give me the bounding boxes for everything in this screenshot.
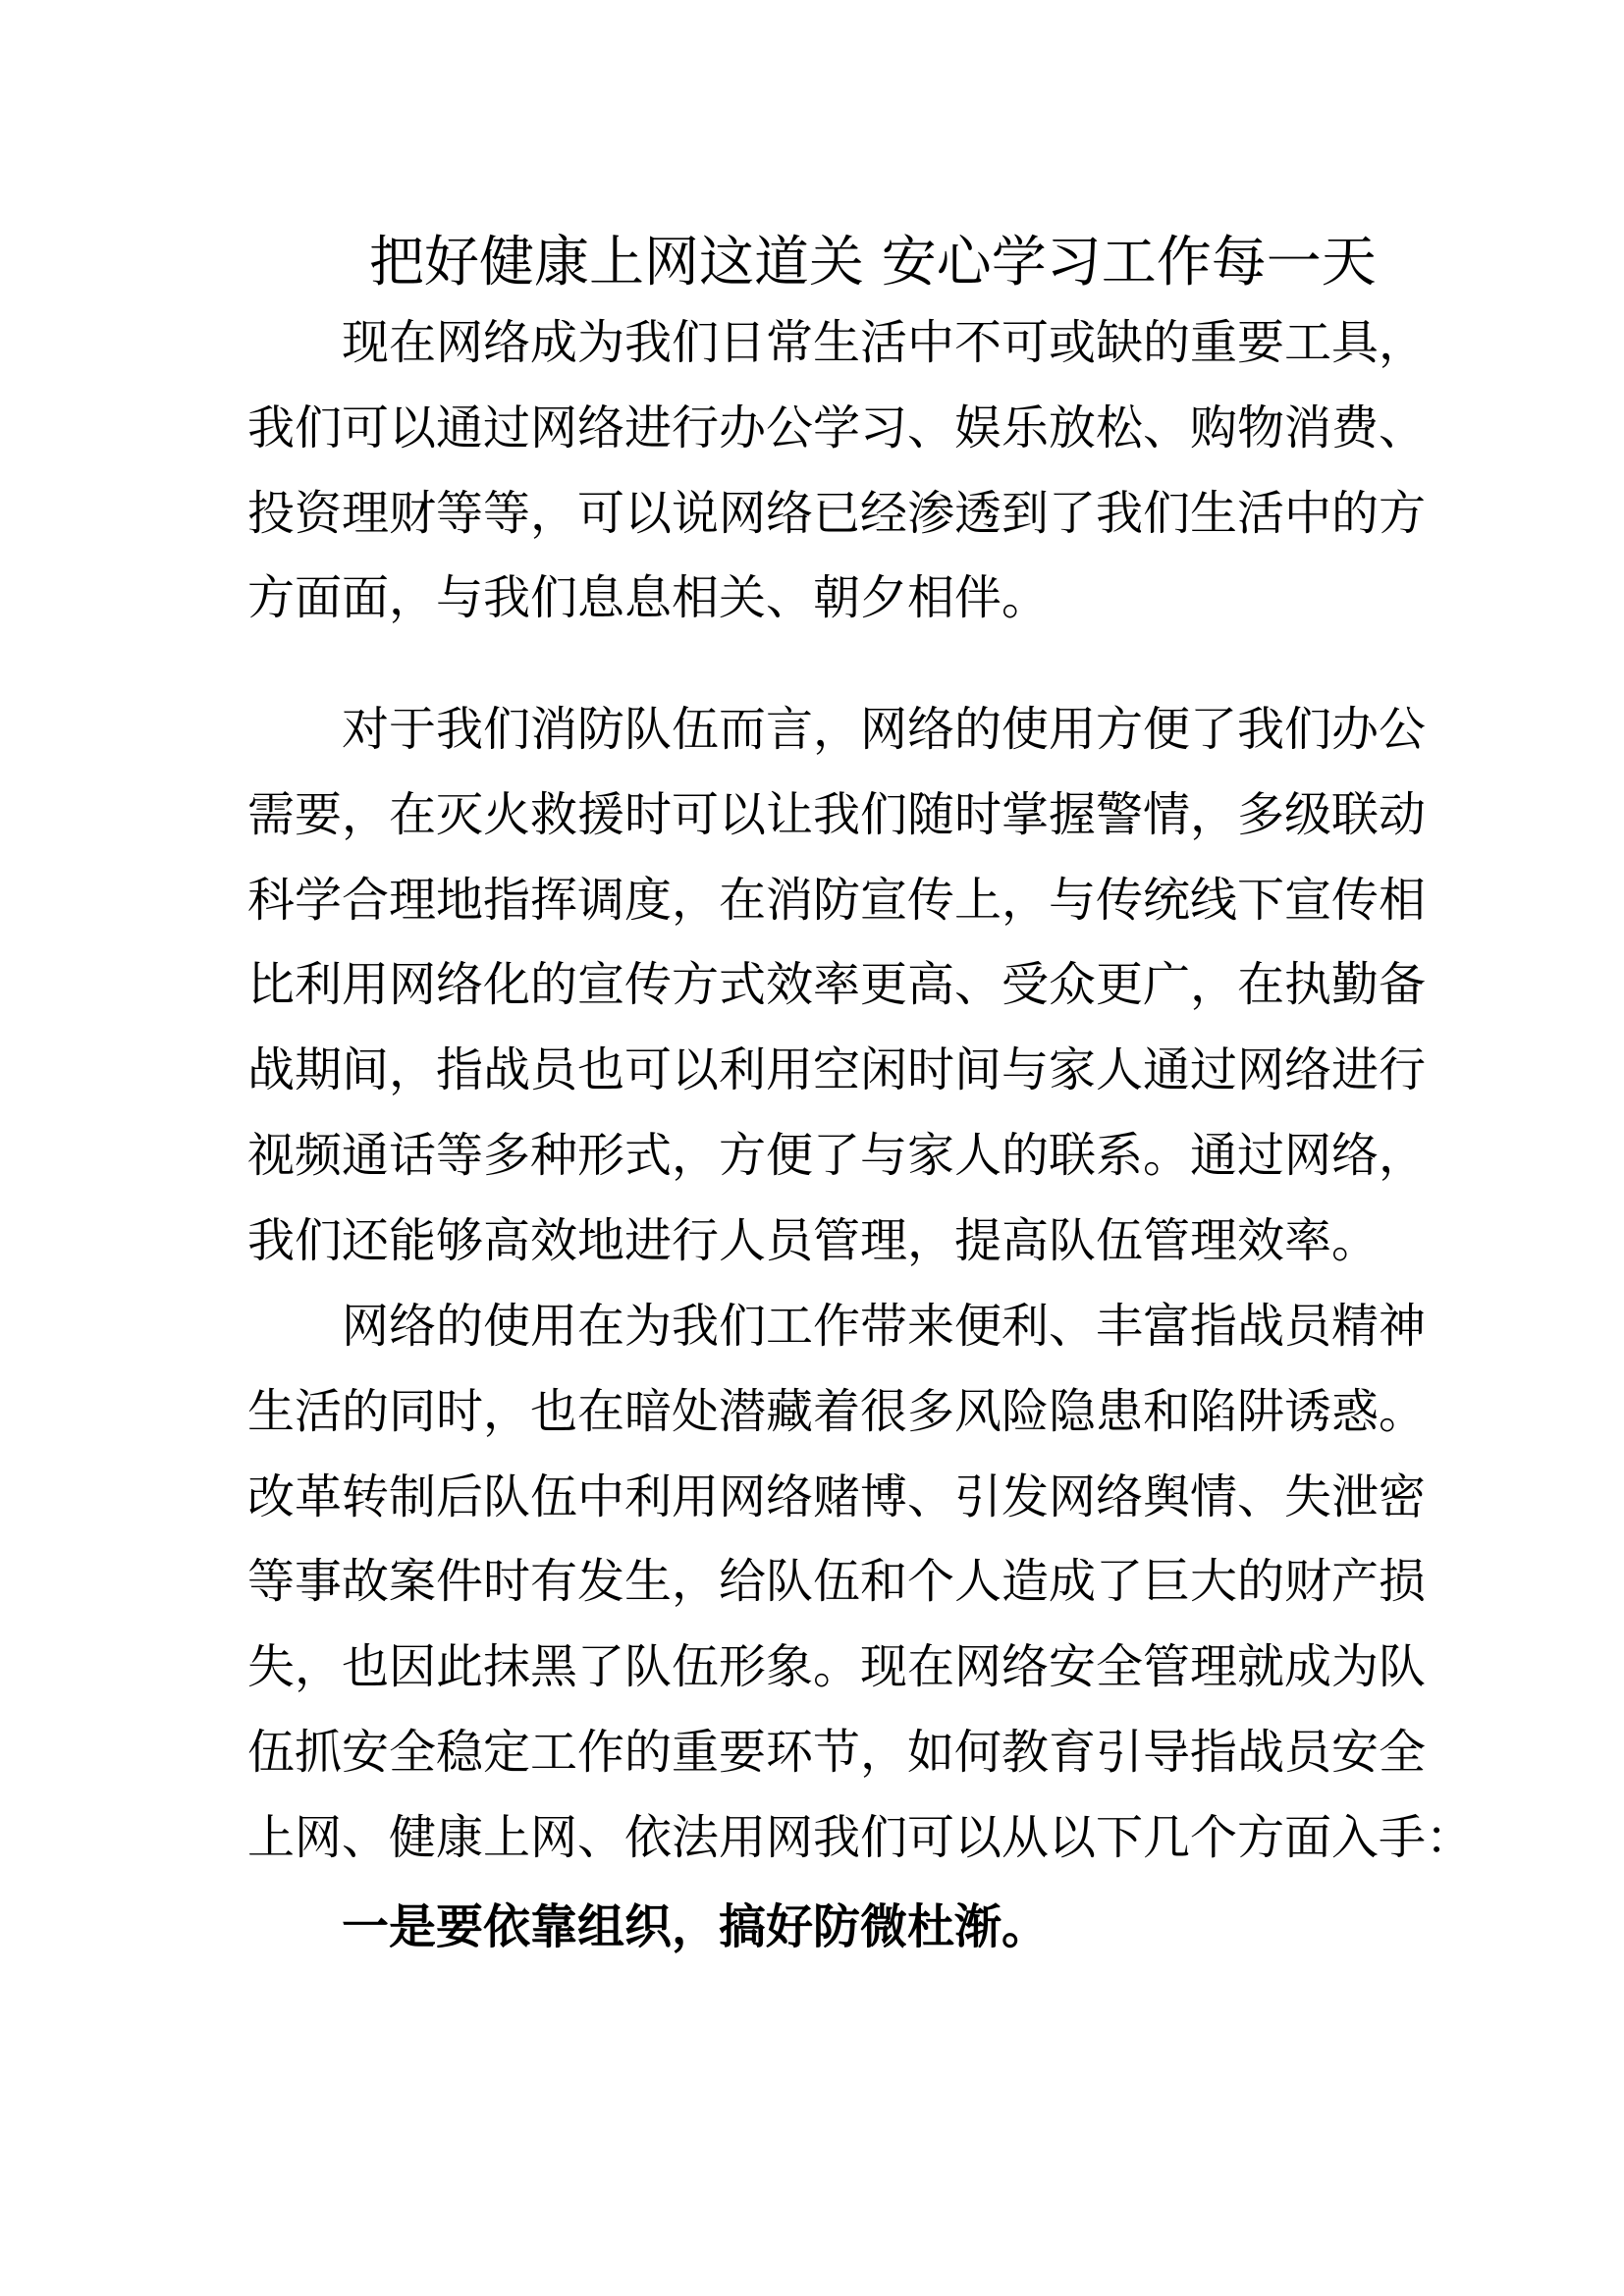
heading-line: 一是要依靠组织，搞好防微杜渐。 bbox=[342, 1899, 1050, 1954]
text-line: 科学合理地指挥调度，在消防宣传上，与传统线下宣传相 bbox=[247, 872, 1427, 928]
paragraph-2 bbox=[247, 687, 1427, 1284]
text-line: 上网、健康上网、依法用网我们可以从以下几个方面入手： bbox=[247, 1809, 1474, 1865]
paragraph-3 bbox=[247, 1284, 1474, 1881]
text-line: 我们还能够高效地进行人员管理，提高队伍管理效率。 bbox=[247, 1212, 1380, 1268]
text-line: 我们可以通过网络进行办公学习、娱乐放松、购物消费、 bbox=[247, 400, 1427, 455]
paragraph-1 bbox=[247, 300, 1427, 641]
text-line: 等事故案件时有发生，给队伍和个人造成了巨大的财产损 bbox=[247, 1554, 1427, 1610]
text-line: 生活的同时，也在暗处潜藏着很多风险隐患和陷阱诱惑。 bbox=[247, 1383, 1427, 1439]
text-line: 网络的使用在为我们工作带来便利、丰富指战员精神 bbox=[342, 1299, 1427, 1354]
text-line: 战期间，指战员也可以利用空闲时间与家人通过网络进行 bbox=[247, 1042, 1427, 1098]
text-line: 伍抓安全稳定工作的重要环节，如何教育引导指战员安全 bbox=[247, 1724, 1427, 1780]
text-line: 需要，在灭火救援时可以让我们随时掌握警情，多级联动 bbox=[247, 786, 1427, 842]
text-line: 改革转制后队伍中利用网络赌博、引发网络舆情、失泄密 bbox=[247, 1468, 1427, 1524]
section-heading bbox=[247, 1885, 1388, 1970]
text-line: 投资理财等等，可以说网络已经渗透到了我们生活中的方 bbox=[247, 485, 1427, 541]
text-line: 失，也因此抹黑了队伍形象。现在网络安全管理就成为队 bbox=[247, 1639, 1427, 1695]
text-line: 对于我们消防队伍而言，网络的使用方便了我们办公 bbox=[342, 702, 1427, 757]
text-line: 比利用网络化的宣传方式效率更高、受众更广，在执勤备 bbox=[247, 957, 1427, 1013]
document-title: 把好健康上网这道关 安心学习工作每一天 bbox=[369, 231, 1377, 294]
text-line: 视频通话等多种形式，方便了与家人的联系。通过网络， bbox=[247, 1127, 1427, 1183]
text-line: 现在网络成为我们日常生活中不可或缺的重要工具， bbox=[342, 315, 1427, 370]
text-line: 方面面，与我们息息相关、朝夕相伴。 bbox=[247, 570, 1050, 626]
